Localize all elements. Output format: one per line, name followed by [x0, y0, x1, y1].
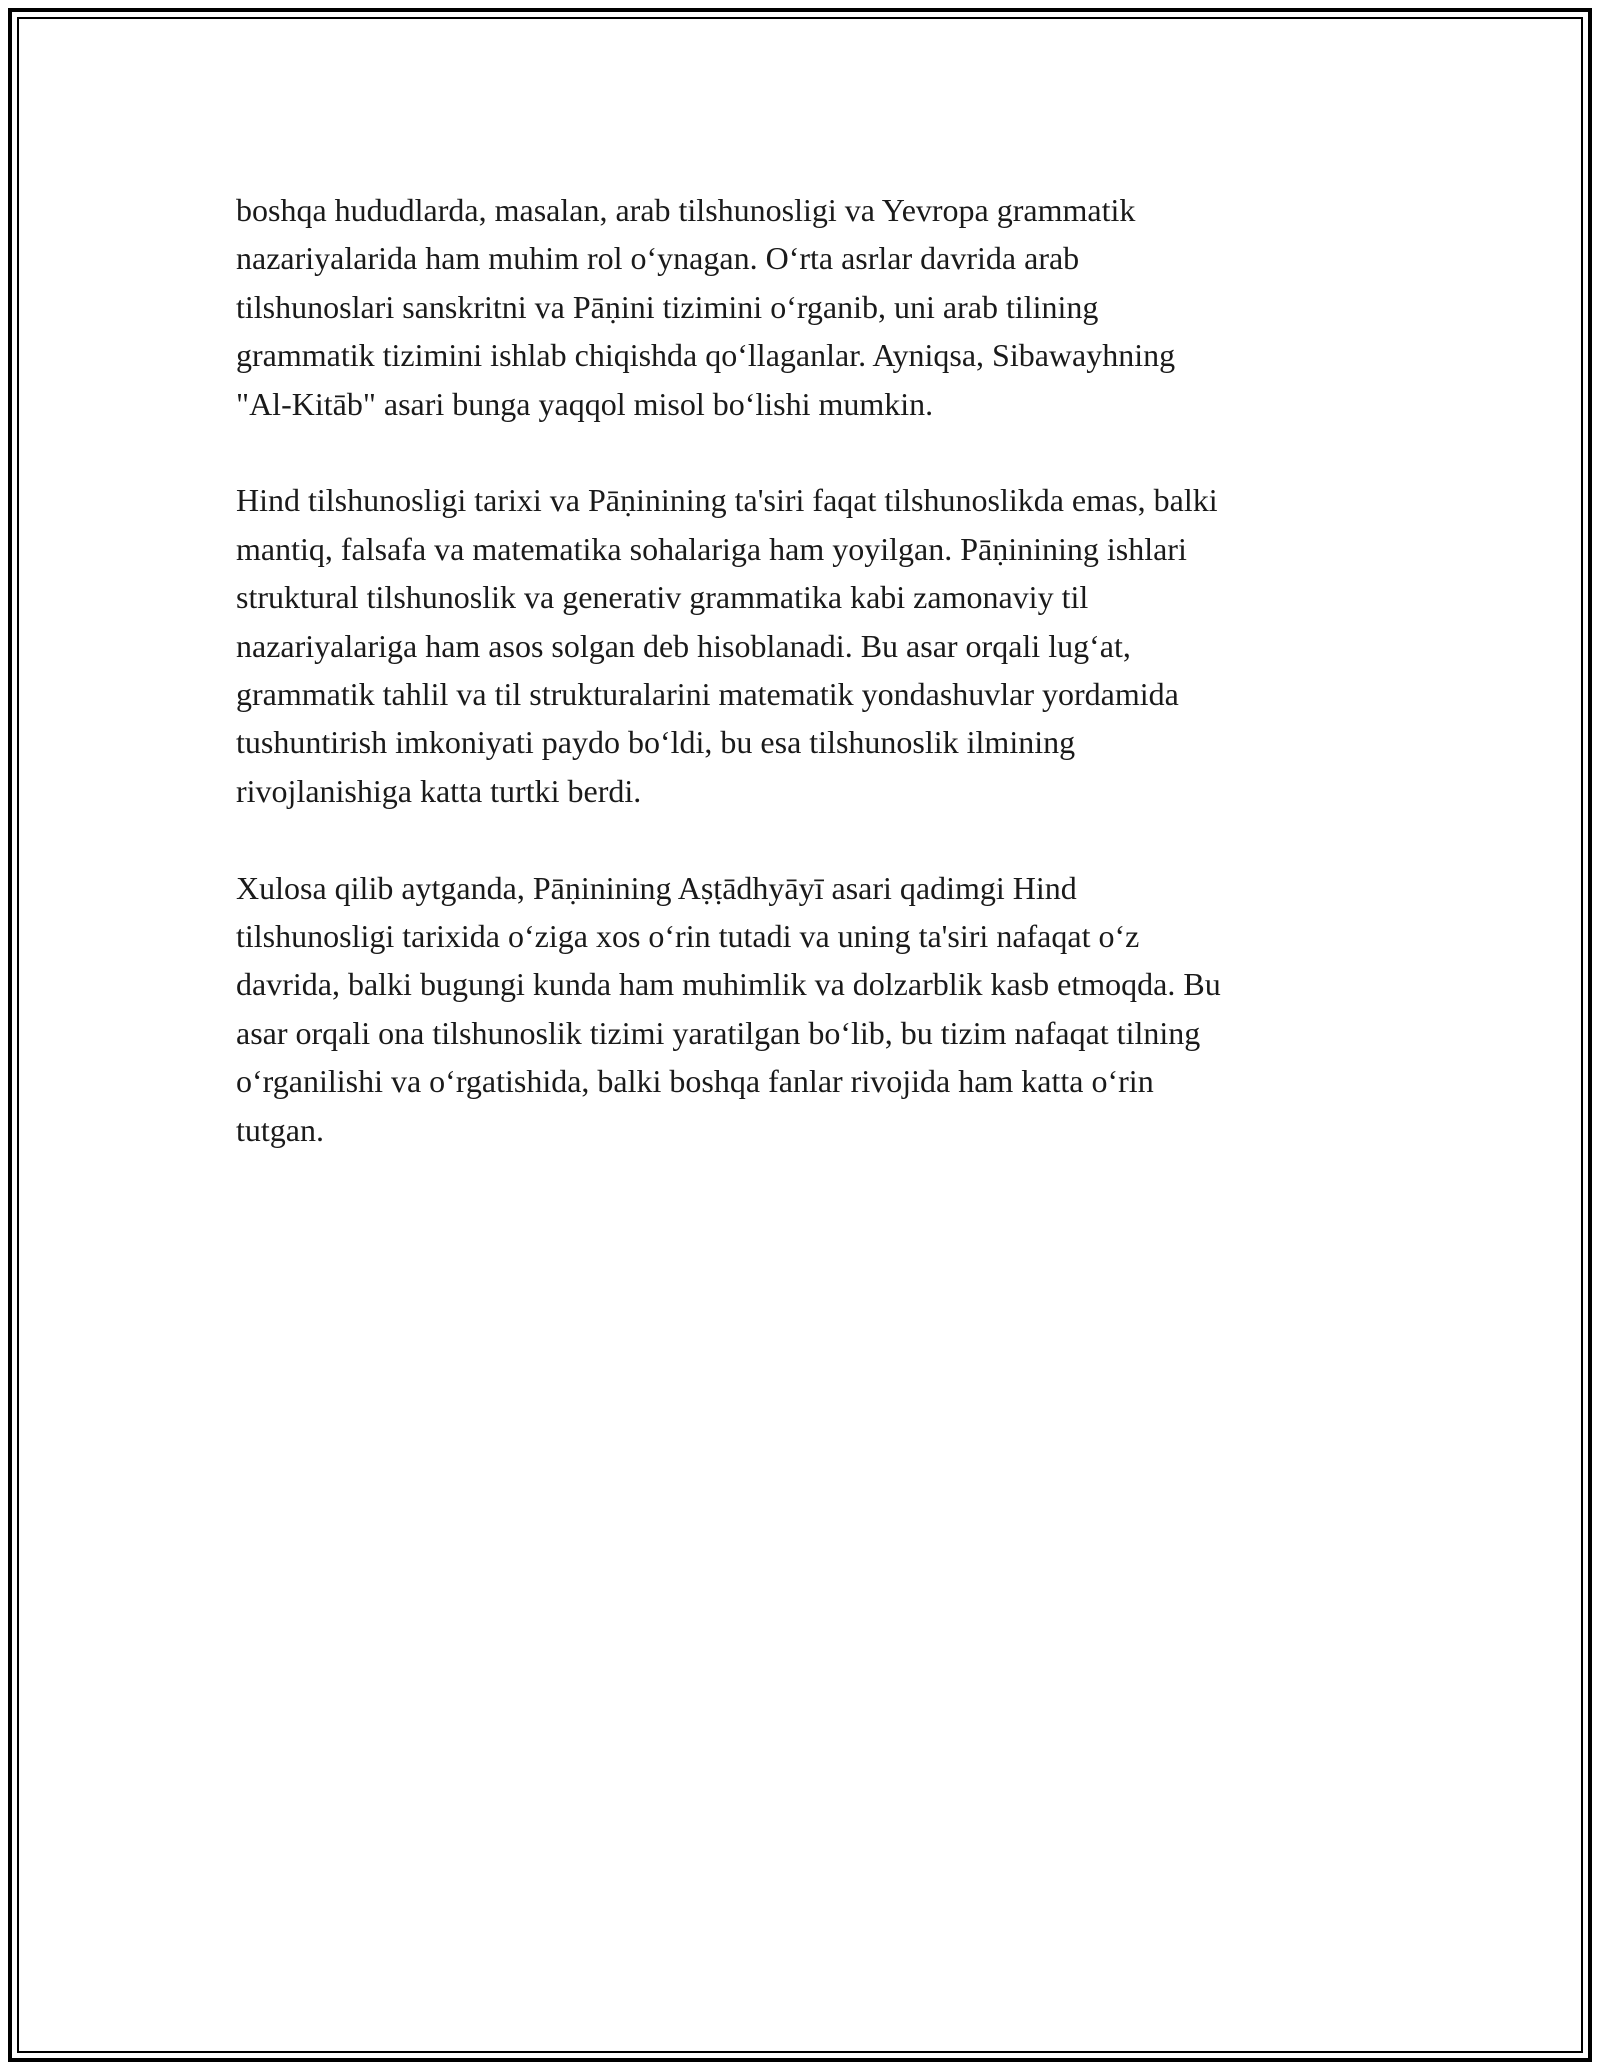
- paragraph-1: boshqa hududlarda, masalan, arab tilshunosligi va Yevropa grammatik nazariyalarida ham muhim rol o‘ynagan. O‘rta asrlar davrida arab tilshunoslari sanskritni va Pāṇini tizimini o‘rganib, uni arab tilining grammatik tizimini ishlab chiqishda qo‘llaganlar. Ayniqsa, Sibawayhning "Al-Kitāb" asari bunga yaqqol misol bo‘lishi mumkin.: [236, 192, 1176, 422]
- paragraph-2: Hind tilshunosligi tarixi va Pāṇinining ta'siri faqat tilshunoslikda emas, balki mantiq, falsafa va matematika sohalariga ham yoyilgan. Pāṇinining ishlari struktural tilshunoslik va generativ grammatika kabi zamonaviy til nazariyalariga ham asos solgan deb hisoblanadi. Bu asar orqali lug‘at, grammatik tahlil va til strukturalarini matematik yondashuvlar yordamida tushuntirish imkoniyati paydo bo‘ldi, bu esa tilshunoslik ilmining rivojlanishiga katta turtki berdi.: [236, 482, 1218, 809]
- document-body: [236, 186, 1376, 1202]
- paragraph-3: Xulosa qilib aytganda, Pāṇinining Aṣṭādhyāyī asari qadimgi Hind tilshunosligi tarixida o‘ziga xos o‘rin tutadi va uning ta'siri nafaqat o‘z davrida, balki bugungi kunda ham muhimlik va dolzarblik kasb etmoqda. Bu asar orqali ona tilshunoslik tizimi yaratilgan bo‘lib, bu tizim nafaqat tilning o‘rganilishi va o‘rgatishida, balki boshqa fanlar rivojida ham katta o‘rin tutgan.: [236, 869, 1221, 1148]
